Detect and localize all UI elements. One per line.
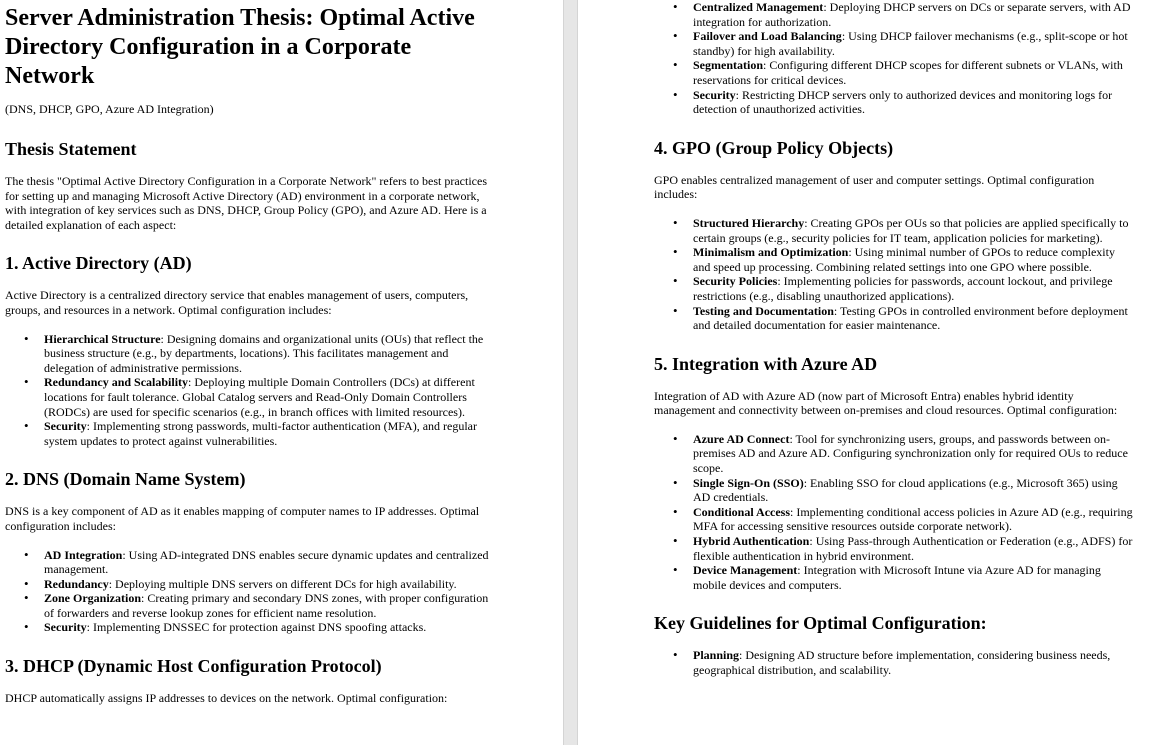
list-item-term: Security xyxy=(44,620,87,635)
list-item xyxy=(5,375,495,419)
list-item-term: Security xyxy=(44,419,87,434)
list-item xyxy=(5,577,495,592)
list-item xyxy=(654,505,1134,534)
list-item-term: AD Integration xyxy=(44,547,123,562)
list-item-text: : Using minimal number of GPOs to reduce complexity and speed up processing. Combining related settings into one GPO where possible. xyxy=(693,245,1115,274)
list-item xyxy=(5,332,495,376)
list-item-text: : Creating GPOs per OUs so that policies are applied specifically to certain groups (e.g., security policies for IT team, application policies for marketing). xyxy=(693,215,1129,245)
list-item xyxy=(5,419,495,448)
page-left-content xyxy=(5,0,495,706)
list-item xyxy=(654,274,1134,303)
page-gutter xyxy=(563,0,578,745)
document-page-right xyxy=(578,0,1160,745)
key-guidelines-list xyxy=(654,648,1134,677)
list-item-text: : Using DHCP failover mechanisms (e.g., split-scope or hot standby) for high availability. xyxy=(693,29,1128,58)
list-item xyxy=(654,58,1134,87)
list-item xyxy=(5,620,495,635)
list-item-term: Single Sign-On (SSO) xyxy=(693,475,804,490)
azure-ad-list xyxy=(654,432,1134,593)
list-item-term: Hybrid Authentication xyxy=(693,534,810,549)
list-item-term: Structured Hierarchy xyxy=(693,215,805,230)
dhcp-list xyxy=(654,0,1134,117)
dhcp-intro: DHCP automatically assigns IP addresses to devices on the network. Optimal configuration: xyxy=(5,691,448,706)
list-item-text: : Using Pass-through Authentication or Federation (e.g., ADFS) for flexible authentication in hybrid environment. xyxy=(693,534,1133,563)
list-item-term: Failover and Load Balancing xyxy=(693,29,842,44)
list-item xyxy=(654,29,1134,58)
list-item xyxy=(654,534,1134,563)
list-item xyxy=(654,0,1134,29)
gpo-list xyxy=(654,216,1134,333)
heading-dhcp: 3. DHCP (Dynamic Host Configuration Protocol) xyxy=(5,656,382,677)
page-right-content xyxy=(654,0,1134,678)
list-item-text: : Deploying multiple DNS servers on different DCs for high availability. xyxy=(108,576,457,591)
active-directory-list xyxy=(5,332,495,449)
dns-intro: DNS is a key component of AD as it enables mapping of computer names to IP addresses. Optimal configuration includes: xyxy=(5,504,480,533)
list-item-term: Conditional Access xyxy=(693,504,791,519)
list-item xyxy=(5,548,495,577)
list-item xyxy=(5,591,495,620)
list-item-text: : Deploying multiple Domain Controllers (DCs) at different locations for fault tolerance. Global Catalog servers and Read-Only Domain Controllers (RODCs) are used for specific scenarios (e.g., in branch offices with limited resources). xyxy=(44,375,475,419)
heading-active-directory: 1. Active Directory (AD) xyxy=(5,253,192,274)
list-item-text: : Testing GPOs in controlled environment before deployment and detailed documentation for easier maintenance. xyxy=(693,303,1128,333)
list-item-text: : Designing domains and organizational units (OUs) that reflect the business structure (e.g., by departments, locations). This facilitates management and delegation of administrative permissions. xyxy=(44,331,484,375)
document-subtitle: (DNS, DHCP, GPO, Azure AD Integration) xyxy=(5,102,214,116)
heading-dns: 2. DNS (Domain Name System) xyxy=(5,469,246,490)
gpo-intro: GPO enables centralized management of user and computer settings. Optimal configuration includes: xyxy=(654,172,1095,202)
list-item-term: Device Management xyxy=(693,563,798,578)
list-item-term: Hierarchical Structure xyxy=(44,331,161,346)
list-item xyxy=(654,476,1134,505)
azure-ad-intro: Integration of AD with Azure AD (now part of Microsoft Entra) enables hybrid identity management and connectivity between on-premises and cloud resources. Optimal configuration: xyxy=(654,388,1118,418)
heading-gpo: 4. GPO (Group Policy Objects) xyxy=(654,137,894,158)
heading-azure-ad: 5. Integration with Azure AD xyxy=(654,353,878,374)
list-item xyxy=(654,648,1134,677)
thesis-statement-body: The thesis "Optimal Active Directory Configuration in a Corporate Network" refers to best practices for setting up and managing Microsoft Active Directory (AD) environment in a corporate network, with integration of key services such as DNS, DHCP, Group Policy (GPO), and Azure AD. Here is a detailed explanation of each aspect: xyxy=(5,174,487,232)
list-item-text: : Creating primary and secondary DNS zones, with proper configuration of forwarders and reverse lookup zones for efficient name resolution. xyxy=(44,591,489,620)
list-item-term: Redundancy xyxy=(44,576,109,591)
list-item-text: : Deploying DHCP servers on DCs or separate servers, with AD integration for authorization. xyxy=(693,0,1131,29)
list-item-text: : Using AD-integrated DNS enables secure dynamic updates and centralized management. xyxy=(44,547,489,577)
list-item-term: Segmentation xyxy=(693,58,763,73)
list-item-term: Security Policies xyxy=(693,274,778,289)
list-item xyxy=(654,432,1134,476)
list-item xyxy=(654,88,1134,117)
document-title: Server Administration Thesis: Optimal Active Directory Configuration in a Corporate Network xyxy=(5,5,475,89)
list-item-text: : Implementing DNSSEC for protection against DNS spoofing attacks. xyxy=(86,620,427,635)
list-item-text: : Restricting DHCP servers only to authorized devices and monitoring logs for detection of unauthorized activities. xyxy=(693,87,1113,117)
list-item-text: : Implementing policies for passwords, account lockout, and privilege restrictions (e.g., disabling unauthorized applications). xyxy=(693,274,1113,303)
heading-thesis-statement: Thesis Statement xyxy=(5,139,137,159)
list-item-term: Redundancy and Scalability xyxy=(44,375,189,390)
list-item-text: : Implementing strong passwords, multi-factor authentication (MFA), and regular system updates to protect against vulnerabilities. xyxy=(44,419,478,448)
list-item-term: Security xyxy=(693,87,736,102)
dns-list xyxy=(5,548,495,636)
list-item-term: Planning xyxy=(693,648,740,663)
list-item-text: : Tool for synchronizing users, groups, and passwords between on-premises AD and Azure AD. Configuring synchronization only for required OUs to reduce scope. xyxy=(693,431,1128,476)
list-item-text: : Designing AD structure before implementation, considering business needs, geographical distribution, and scalability. xyxy=(693,648,1111,677)
list-item xyxy=(654,563,1134,592)
list-item-term: Azure AD Connect xyxy=(693,431,790,446)
list-item-text: : Implementing conditional access policies in Azure AD (e.g., requiring MFA for accessing sensitive resources outside corporate network). xyxy=(693,504,1133,534)
active-directory-intro: Active Directory is a centralized directory service that enables management of users, computers, groups, and resources in a network. Optimal configuration includes: xyxy=(5,288,469,317)
list-item xyxy=(654,245,1134,274)
list-item xyxy=(654,304,1134,333)
list-item-text: : Enabling SSO for cloud applications (e.g., Microsoft 365) using AD credentials. xyxy=(693,475,1118,505)
list-item-text: : Integration with Microsoft Intune via Azure AD for managing mobile devices and computers. xyxy=(693,563,1101,592)
list-item-term: Testing and Documentation xyxy=(693,303,834,318)
document-page-left xyxy=(0,0,563,745)
list-item xyxy=(654,216,1134,245)
list-item-term: Zone Organization xyxy=(44,591,142,606)
list-item-term: Centralized Management xyxy=(693,0,824,14)
list-item-term: Minimalism and Optimization xyxy=(693,245,849,260)
heading-key-guidelines: Key Guidelines for Optimal Configuration: xyxy=(654,613,987,634)
list-item-text: : Configuring different DHCP scopes for different subnets or VLANs, with reservations for critical devices. xyxy=(693,58,1123,87)
